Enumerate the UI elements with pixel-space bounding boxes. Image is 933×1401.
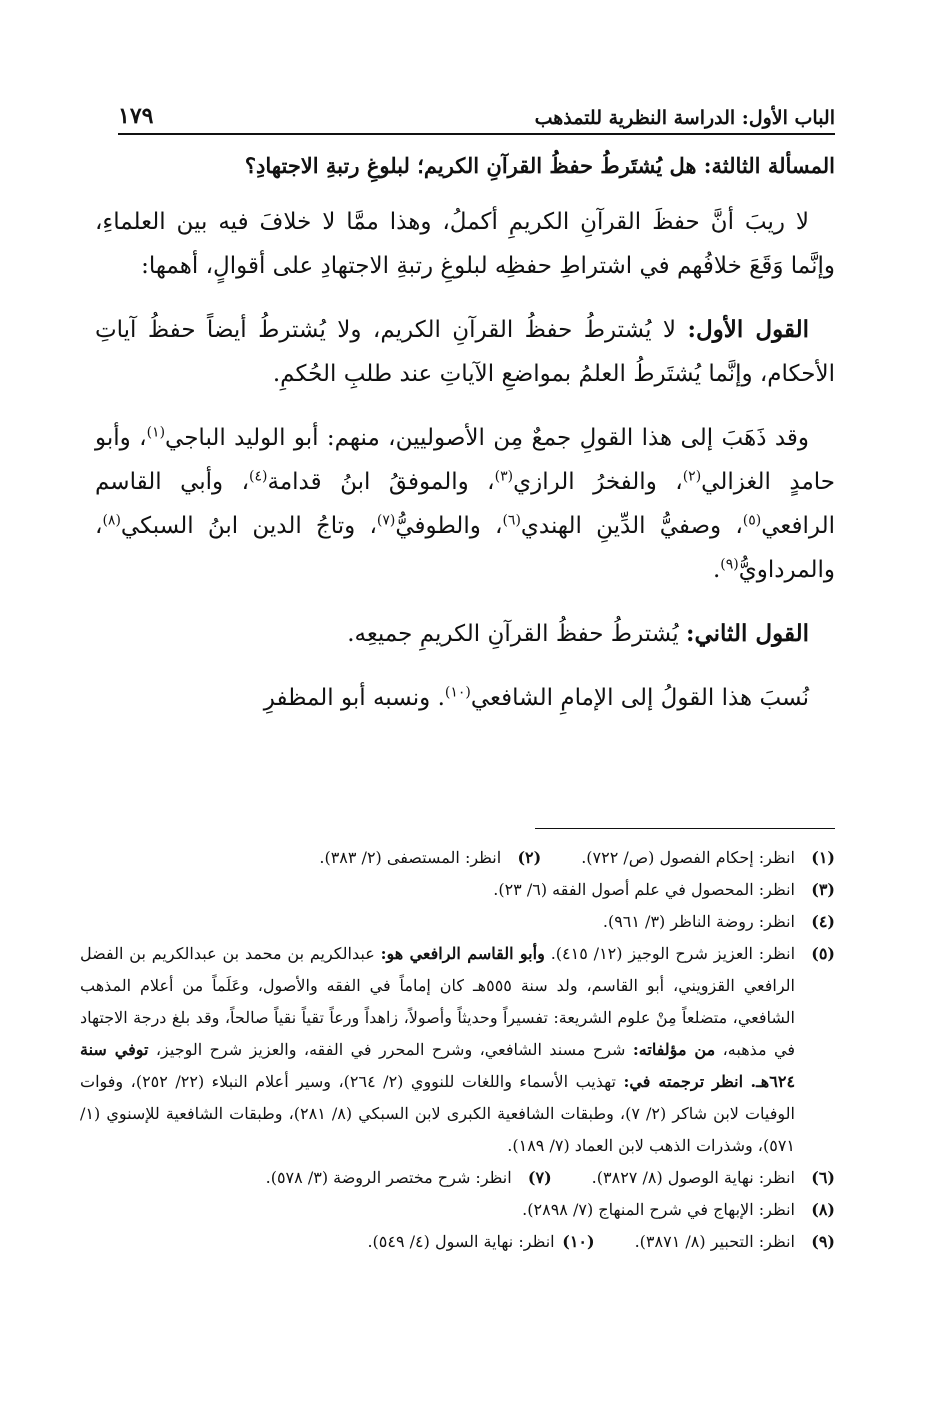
- bold-run: من مؤلفاته:: [632, 1040, 716, 1059]
- attribution-paragraph: [95, 676, 835, 720]
- footnote-number: (١٠): [562, 1232, 595, 1251]
- first-opinion-label: القول الأول:: [687, 315, 810, 343]
- footnote-text: انظر: المحصول في علم أصول الفقه (٦/ ٢٣).: [493, 880, 795, 899]
- text-run: ، وأبي القاسم الرافعي: [95, 468, 835, 539]
- issue-heading: المسألة الثالثة: هل يُشتَرطُ حفظُ القرآنِ الكريم؛ لبلوغِ رتبةِ الاجتهادِ؟: [244, 153, 835, 178]
- bold-run: انظر ترجمته في:: [623, 1072, 744, 1091]
- text-run: ، والمرداويُّ: [95, 512, 835, 583]
- footnote-number: (٢): [517, 848, 542, 867]
- footnote-number: (٨): [811, 1200, 835, 1219]
- footnote-text: انظر: إحكام الفصول (ص/ ٧٢٢).: [581, 848, 795, 867]
- footnote-number: (٦): [811, 1168, 835, 1187]
- first-opinion-paragraph: [95, 308, 835, 396]
- second-opinion-label: القول الثاني:: [685, 619, 809, 647]
- footnote-ref-7[interactable]: (٧): [376, 511, 396, 528]
- text-run: شرح مسند الشافعي، وشرح المحرر في الفقه، والعزيز شرح الوجيز،: [155, 1040, 626, 1059]
- footnote-separator: [535, 828, 835, 829]
- scholars-paragraph: [95, 416, 835, 592]
- text-run: عبدالكريم بن محمد بن عبدالكريم بن الفضل الرافعي القزويني، أبو القاسم، ولد سنة ٥٥٥هـ كان إماماً في الفقه والأصول، وعَلَماً من أعلام المذهب الشافعي، متضلعاً مِنْ علوم الشريعة: تفسيراً وحديثاً وأصولاً، زاهداً ورعاً تقياً نقياً صالحاً، وقد بلغ درجة الاجتهاد في مذهبه،: [80, 944, 796, 1059]
- text-run: ، والموفقُ ابنُ قدامة: [267, 468, 495, 495]
- footnote-7: [266, 1162, 552, 1194]
- footnote-6: [592, 1162, 835, 1194]
- text-run: ، والطوفيُّ: [395, 512, 503, 539]
- footnote-4: [80, 906, 835, 938]
- footnote-text: انظر: الإبهاج في شرح المنهاج (٧/ ٢٨٩٨).: [522, 1200, 795, 1219]
- footnote-number: (٥): [811, 944, 835, 963]
- main-text: [95, 150, 835, 740]
- text-run: ، وتاجُ الدين ابنُ السبكي: [120, 512, 377, 539]
- footnote-8: [80, 1194, 835, 1226]
- footnote-10: [367, 1226, 594, 1258]
- footnote-text: انظر: التحبير (٨/ ٣٨٧١).: [634, 1232, 795, 1251]
- footnote-9: [635, 1226, 835, 1258]
- footnote-ref-2[interactable]: (٢): [682, 467, 702, 484]
- text-run: ، وصفيُّ الدِّينِ الهندي: [520, 512, 743, 539]
- footnote-number: (٩): [811, 1232, 835, 1251]
- second-opinion-paragraph: [95, 612, 835, 656]
- footnote-text: انظر: نهاية السول (٤/ ٥٤٩).: [367, 1232, 555, 1251]
- footnote-number: (١): [811, 848, 835, 867]
- intro-paragraph: لا ريبَ أنَّ حفظَ القرآنِ الكريمِ أكملُ، وهذا ممَّا لا خلافَ فيه بين العلماءِ، وإنَّما وَقَعَ خلافُهم في اشتراطِ حفظِه لبلوغِ رتبةِ الاجتهادِ على أقوالٍ، أهمها:: [95, 208, 835, 279]
- text-run: انظر: العزيز شرح الوجيز (١٢/ ٤١٥).: [550, 944, 796, 963]
- footnote-3: [80, 874, 835, 906]
- footnote-text: انظر: روضة الناظر (٣/ ٩٦١).: [602, 912, 795, 931]
- footnote-ref-4[interactable]: (٤): [249, 467, 268, 484]
- text-run: .: [712, 556, 721, 583]
- footnote-5: [80, 938, 835, 1162]
- text-run: تهذيب الأسماء واللغات للنووي (٢/ ٢٦٤)، وسير أعلام النبلاء (٢٢/ ٢٥٢)، وفوات الوفيات لابن شاكر (٢/ ٧)، وطبقات الشافعية الكبرى لابن السبكي (٨/ ٢٨١)، وطبقات الشافعية للإسنوي (١/ ٥٧١)، وشذرات الذهب لابن العماد (٧/ ١٨٩).: [80, 1072, 795, 1155]
- footnote-ref-8[interactable]: (٨): [102, 511, 121, 528]
- footnote-text: [80, 938, 795, 1162]
- footnote-row: [80, 842, 835, 874]
- footnote-number: (٧): [527, 1168, 552, 1187]
- footnote-ref-5[interactable]: (٥): [742, 511, 762, 528]
- chapter-title: الباب الأول: الدراسة النظرية للتمذهب: [534, 107, 835, 129]
- footnote-ref-9[interactable]: (٩): [720, 555, 739, 572]
- footnote-2: [319, 842, 541, 874]
- second-opinion-text: يُشترطُ حفظُ القرآنِ الكريمِ جميعِه.: [347, 620, 679, 647]
- footnote-text: انظر: نهاية الوصول (٨/ ٣٨٢٧).: [591, 1168, 795, 1187]
- footnote-ref-6[interactable]: (٦): [502, 511, 521, 528]
- footnote-row: [80, 1162, 835, 1194]
- bold-run: وأبو القاسم الرافعي هو:: [380, 944, 545, 963]
- bold-run: توفي سنة ٦٢٤هـ.: [80, 1040, 796, 1091]
- text-run: . ونسبه أبو المظفرِ: [263, 684, 445, 711]
- footnote-text: انظر: المستصفى (٢/ ٣٨٣).: [319, 848, 502, 867]
- text-run: نُسبَ هذا القولُ إلى الإمامِ الشافعي: [470, 684, 809, 711]
- first-opinion-text: لا يُشترطُ حفظُ القرآنِ الكريم، ولا يُشترطُ أيضاً حفظُ آياتِ الأحكام، وإنَّما يُشتَرطُ العلمُ بمواضعِ الآياتِ عند طلبِ الحُكمِ.: [95, 316, 835, 387]
- page-number: ١٧٩: [118, 103, 154, 129]
- footnote-ref-3[interactable]: (٣): [494, 467, 514, 484]
- text-run: ، وأبو حامدٍ الغزالي: [95, 424, 836, 495]
- footnote-number: (٤): [811, 912, 835, 931]
- text-run: ، والفخرُ الرازي: [513, 468, 683, 495]
- text-run: وقد ذَهَبَ إلى هذا القولِ جمعٌ مِن الأصوليين، منهم: أبو الوليد الباجي: [165, 424, 809, 451]
- footnote-number: (٣): [811, 880, 835, 899]
- footnote-ref-1[interactable]: (١): [146, 423, 166, 440]
- running-header: [118, 95, 835, 135]
- footnote-text: انظر: شرح مختصر الروضة (٣/ ٥٧٨).: [265, 1168, 512, 1187]
- footnote-ref-10[interactable]: (١٠): [444, 683, 471, 700]
- footnotes: [80, 842, 835, 1258]
- footnote-row: [80, 1226, 835, 1258]
- footnote-1: [581, 842, 835, 874]
